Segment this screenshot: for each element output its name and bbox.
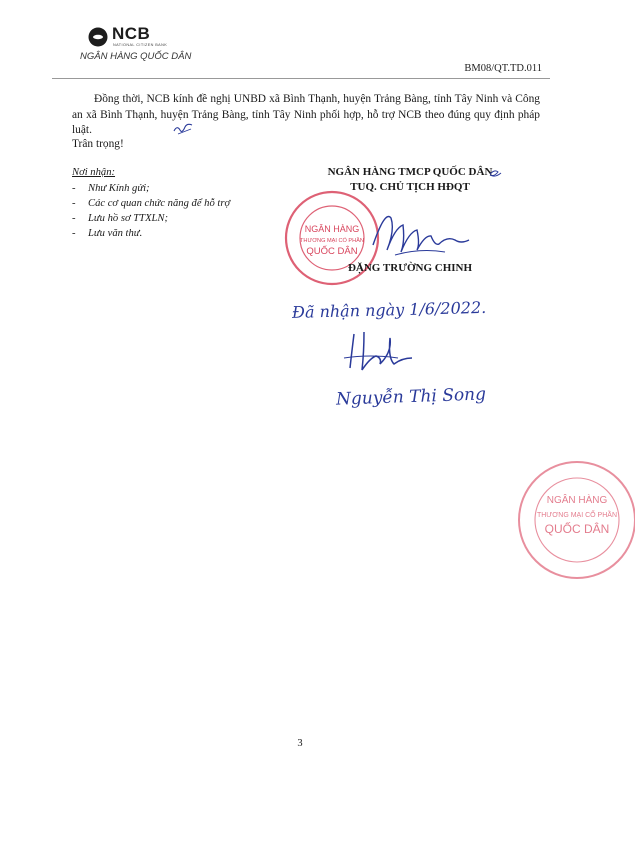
- partial-seal-line-2: THƯƠNG MẠI CỔ PHẦN: [536, 512, 618, 519]
- form-code: BM08/QT.TD.011: [464, 63, 542, 74]
- logo-name: NCB: [112, 24, 151, 43]
- partial-seal-line-1: NGÂN HÀNG: [546, 495, 608, 506]
- receiver-name: Nguyễn Thị Song: [335, 384, 487, 410]
- recipient-item: - Như Kính gửi;: [72, 183, 150, 194]
- receiver-signature: [340, 328, 420, 378]
- recipient-item: - Lưu văn thư.: [72, 228, 143, 239]
- seal-line-1: NGÂN HÀNG: [304, 224, 360, 234]
- signature-org: NGÂN HÀNG TMCP QUỐC DÂN: [327, 166, 493, 178]
- ncb-logo-icon: [88, 27, 108, 47]
- logo-vn-name: NGÂN HÀNG QUỐC DÂN: [80, 51, 192, 62]
- recipients-block: [72, 167, 230, 241]
- receiver-name-handwritten: [332, 378, 492, 414]
- recipient-item: - Lưu hồ sơ TTXLN;: [72, 213, 169, 224]
- received-date-note: Đã nhận ngày 1/6/2022.: [291, 297, 487, 322]
- closing-text: Trân trọng!: [72, 138, 124, 150]
- seal-line-2: THƯƠNG MẠI CỔ PHẦN: [300, 238, 364, 244]
- handwritten-receipt-note: [288, 295, 518, 325]
- seal-line-3: QUỐC DÂN: [306, 246, 358, 257]
- signature-role: TUQ. CHỦ TỊCH HĐQT: [350, 181, 470, 193]
- logo-subtitle: NATIONAL CITIZEN BANK: [113, 43, 168, 47]
- body-paragraph: Đồng thời, NCB kính đề nghị UNBD xã Bình Thạnh, huyện Trảng Bàng, tỉnh Tây Ninh và Công an xã Bình Thạnh, huyện Trảng Bàng, tỉnh Tây Ninh phối hợp, hỗ trợ NCB theo đúng quy định pháp luật.: [72, 93, 540, 137]
- page-number: 3: [297, 738, 303, 749]
- recipient-item: - Các cơ quan chức năng để hỗ trợ: [72, 198, 231, 209]
- header-divider: [52, 78, 550, 79]
- signer-name: ĐẶNG TRƯỜNG CHINH: [347, 262, 473, 274]
- initial-check-mark-icon: [172, 122, 194, 136]
- director-signature: [365, 200, 475, 265]
- recipients-title: Nơi nhận:: [72, 167, 116, 178]
- partial-company-seal: [505, 455, 618, 585]
- partial-seal-line-3: QUỐC DÂN: [544, 522, 610, 536]
- initial-mark-icon: [487, 167, 503, 179]
- recipients-list: [72, 181, 230, 241]
- ncb-logo: [78, 22, 198, 70]
